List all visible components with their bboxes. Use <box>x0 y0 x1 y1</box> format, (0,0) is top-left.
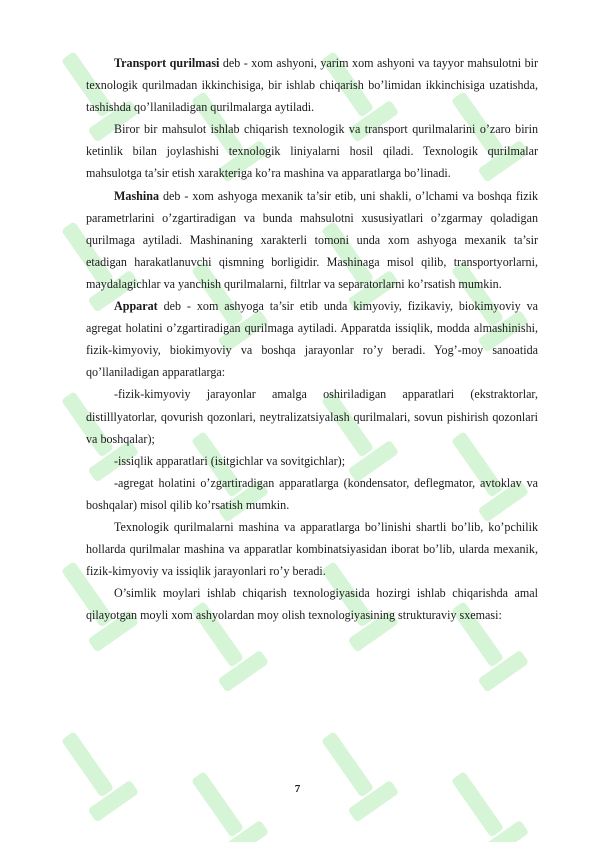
watermark-mark <box>436 761 529 842</box>
page-number: 7 <box>294 783 301 795</box>
paragraph-text: Texnologik qurilmalarni mashina va apparatlarga bo’linishi shartli bo’lib, ko’pchilik hollarda qurilmalar mashina va apparatlar kombinatsiyasidan iborat bo’lib, ularda mexanik, fizik-kimyoviy va issiqlik jarayonlari ro’y beradi. <box>86 519 538 579</box>
paragraph-text: O’simlik moylari ishlab chiqarish texnologiyasida hozirgi ishlab chiqarishda amal qilayotgan moyli xom ashyolardan moy olish texnologiyasining strukturaviy sxemasi: <box>86 586 538 623</box>
paragraph-text: -issiqlik apparatlari (isitgichlar va sovitgichlar); <box>114 453 346 468</box>
watermark-mark <box>176 761 269 842</box>
paragraph-scheme-intro <box>86 582 538 626</box>
paragraph-classification <box>86 516 538 582</box>
list-item-physico-chemical <box>86 383 538 449</box>
watermark-mark <box>306 721 399 823</box>
paragraph-transport <box>86 52 538 118</box>
paragraph-text: deb - xom ashyoga mexanik ta’sir etib, uni shakli, o’lchami va boshqa fizik parametrlarini o’zgartiradigan va bunda mahsulotni xususiyatlari o’zgarmay qoladigan qurilmaga aytiladi. Mashinaning xarakterli tomoni unda xom ashyoga mexanik ta’sir etadigan harakatlanuvchi qismning borligidir. Mashinaga misol qilib, transportyorlarni, maydalagichlar va yanchish qurilmalarni, filtrlar va separatorlarni ko’rsatish mumkin. <box>86 188 538 291</box>
term-transport: Transport qurilmasi <box>114 56 220 70</box>
paragraph-text: Biror bir mahsulot ishlab chiqarish texnologik va transport qurilmalarini o’zaro birin ketinlik bilan joylashishi texnologik liniyalarni hosil qiladi. Texnologik qurilmalar mahsulotga ta’sir etish xarakteriga ko’ra mashina va apparatlarga bo’linadi. <box>86 122 538 181</box>
paragraph-apparatus <box>86 295 538 383</box>
paragraph-text: -fizik-kimyoviy jarayonlar amalga oshiriladigan apparatlari (ekstraktorlar, distilllyatorlar, qovurish qozonlari, neytralizatsiyalash qurilmalari, sovun pishirish qozonlari va boshqalar); <box>86 387 538 446</box>
term-apparatus: Apparat <box>114 299 158 314</box>
paragraph-technological-lines <box>86 118 538 184</box>
list-item-aggregate-state <box>86 472 538 516</box>
paragraph-text: deb - xom ashyoni, yarim xom ashyoni va tayyor mahsulotni bir texnologik qurilmadan ikkinchisiga, bir ishlab chiqarish bo’limidan ikkinchisiga uzatishda, tashishda qo’llaniladigan qurilmalarga aytiladi. <box>86 56 539 115</box>
paragraph-text: -agregat holatini o’zgartiradigan apparatlarga (kondensator, deflegmator, avtoklav va boshqalar) misol qilib ko’rsatish mumkin. <box>86 475 538 512</box>
paragraph-machine <box>86 185 538 295</box>
watermark-mark <box>46 721 139 823</box>
document-body <box>86 52 538 626</box>
list-item-heat <box>86 450 538 472</box>
paragraph-text: deb - xom ashyoga ta’sir etib unda kimyoviy, fizikaviy, biokimyoviy va agregat holatini o’zgartiradigan qurilmaga aytiladi. Apparatda issiqlik, modda almashinishi, fizik-kimyoviy, biokimyoviy va boshqa jarayonlar ro’y beradi. Yog’-moy sanoatida qo’llaniladigan apparatlarga: <box>86 299 538 380</box>
term-machine: Mashina <box>114 188 160 203</box>
